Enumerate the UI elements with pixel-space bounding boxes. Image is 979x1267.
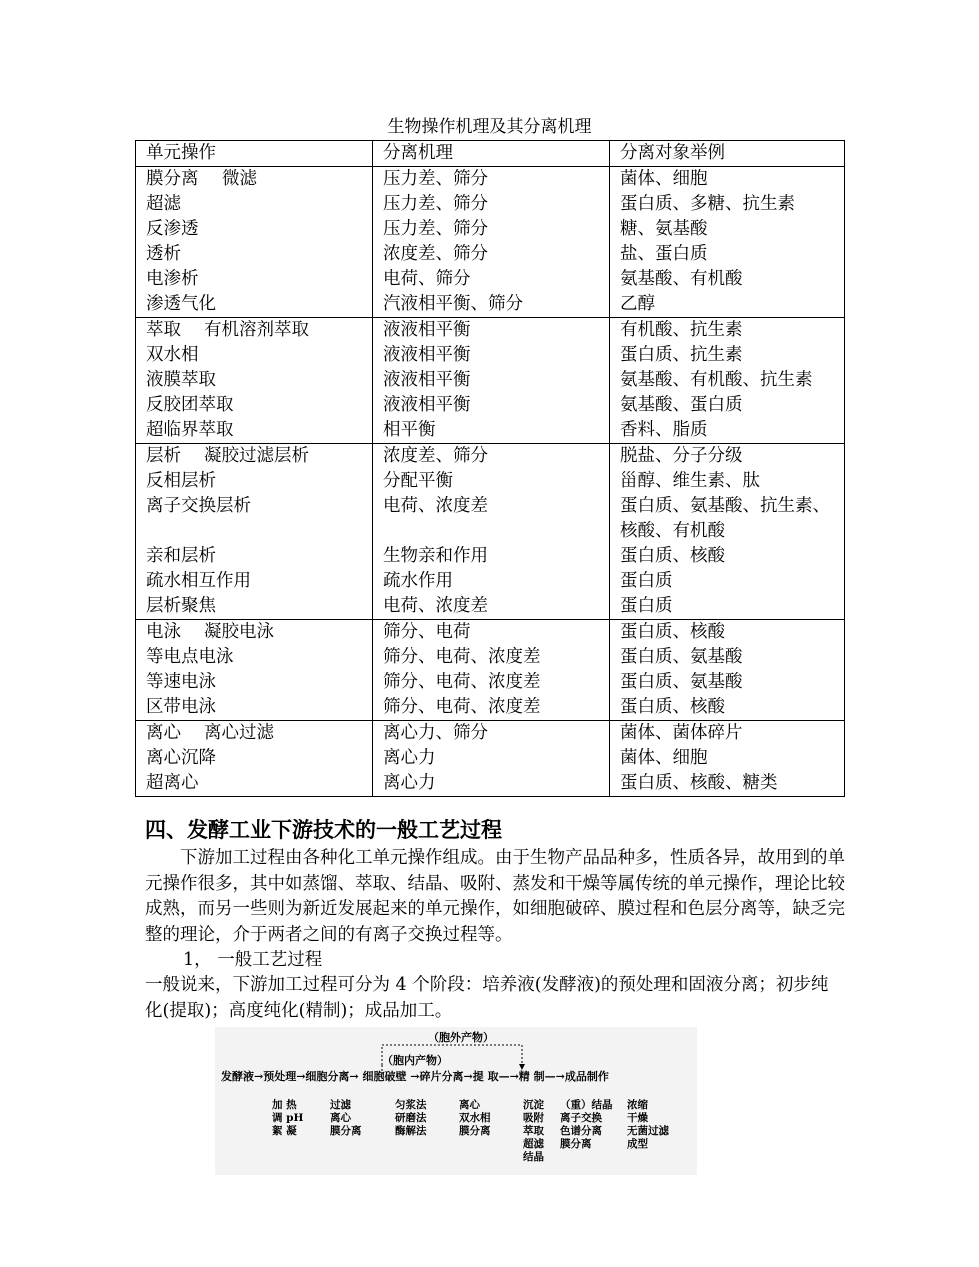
mechanism-cell: 筛分、电荷 bbox=[373, 620, 610, 646]
operation-name: 离心沉降 bbox=[146, 748, 216, 768]
group-name: 层析 bbox=[146, 446, 181, 466]
flow-method-item: 研磨法 bbox=[395, 1112, 427, 1124]
table-row bbox=[136, 318, 845, 344]
flow-method-item: 萃取 bbox=[523, 1125, 544, 1137]
mechanism-cell: 浓度差、筛分 bbox=[373, 242, 610, 267]
mechanism-cell: 液液相平衡 bbox=[373, 368, 610, 393]
operation-cell bbox=[136, 217, 373, 242]
operation-name: 等电点电泳 bbox=[146, 647, 234, 667]
table-row bbox=[136, 343, 845, 368]
flow-method-item: 无菌过滤 bbox=[627, 1125, 669, 1137]
operation-name: 离子交换层析 bbox=[146, 496, 251, 516]
object-cell bbox=[610, 469, 845, 494]
operation-cell bbox=[136, 318, 373, 344]
operation-name: 超临界萃取 bbox=[146, 420, 234, 440]
flow-method-item: 膜分离 bbox=[459, 1125, 491, 1137]
extracellular-label: （胞外产物） bbox=[428, 1031, 494, 1044]
table-row bbox=[136, 771, 845, 797]
operation-cell bbox=[136, 569, 373, 594]
table-row bbox=[136, 695, 845, 721]
object-text: 菌体、细胞 bbox=[620, 748, 708, 768]
object-text: 蛋白质、核酸 bbox=[620, 546, 725, 566]
object-text: 甾醇、维生素、肽 bbox=[620, 471, 760, 491]
object-cell bbox=[610, 393, 845, 418]
table-header-row bbox=[136, 141, 845, 167]
table-row bbox=[136, 242, 845, 267]
object-cell bbox=[610, 418, 845, 444]
object-text: 蛋白质、多糖、抗生素 bbox=[620, 194, 795, 214]
mechanism-cell: 压力差、筛分 bbox=[373, 167, 610, 193]
object-text: 蛋白质、氨基酸 bbox=[620, 672, 743, 692]
flow-method-column bbox=[627, 1099, 669, 1151]
table-row bbox=[136, 594, 845, 620]
object-text: 菌体、细胞 bbox=[620, 169, 708, 189]
object-text: 蛋白质、氨基酸 bbox=[620, 647, 743, 667]
object-text: 氨基酸、蛋白质 bbox=[620, 395, 743, 415]
operation-cell bbox=[136, 444, 373, 470]
operation-name: 超离心 bbox=[146, 773, 199, 793]
mechanism-cell: 生物亲和作用 bbox=[373, 544, 610, 569]
paragraph-1: 下游加工过程由各种化工单元操作组成。由于生物产品品种多，性质各异，故用到的单元操作很多，其中如蒸馏、萃取、结晶、吸附、蒸发和干燥等属传统的单元操作，理论比较成熟，而另一些则为新近发展起来的单元操作，如细胞破碎、膜过程和色层分离等，缺乏完整的理论，介于两者之间的有离子交换过程等。 bbox=[145, 848, 845, 945]
mechanism-cell: 液液相平衡 bbox=[373, 393, 610, 418]
operation-cell bbox=[136, 594, 373, 620]
flow-method-item: 膜分离 bbox=[560, 1138, 592, 1150]
flow-method-item: 离心 bbox=[330, 1112, 351, 1124]
operation-cell bbox=[136, 242, 373, 267]
object-cell bbox=[610, 242, 845, 267]
flow-method-item: 干燥 bbox=[627, 1112, 648, 1124]
object-cell bbox=[610, 645, 845, 670]
operation-cell bbox=[136, 645, 373, 670]
operation-name: 微滤 bbox=[222, 169, 257, 189]
operation-name: 凝胶过滤层析 bbox=[204, 446, 309, 466]
operation-name: 凝胶电泳 bbox=[204, 622, 274, 642]
mechanism-cell: 离心力、筛分 bbox=[373, 721, 610, 747]
group-name: 萃取 bbox=[146, 320, 181, 340]
object-text: 脱盐、分子分级 bbox=[620, 446, 743, 466]
object-cell bbox=[610, 544, 845, 569]
object-cell bbox=[610, 444, 845, 470]
operation-name: 渗透气化 bbox=[146, 294, 216, 314]
object-text: 蛋白质、核酸 bbox=[620, 697, 725, 717]
object-text: 香料、脂质 bbox=[620, 420, 708, 440]
operation-name: 双水相 bbox=[146, 345, 199, 365]
flow-method-item: 离心 bbox=[459, 1099, 480, 1111]
operation-name: 区带电泳 bbox=[146, 697, 216, 717]
object-text: 蛋白质 bbox=[620, 571, 673, 591]
table-row bbox=[136, 167, 845, 193]
object-cell bbox=[610, 167, 845, 193]
mechanism-cell: 汽液相平衡、筛分 bbox=[373, 292, 610, 318]
table-row bbox=[136, 267, 845, 292]
flow-method-item: 超滤 bbox=[523, 1138, 544, 1150]
table-row bbox=[136, 368, 845, 393]
mechanism-cell: 分配平衡 bbox=[373, 469, 610, 494]
mechanism-cell: 离心力 bbox=[373, 771, 610, 797]
object-text: 有机酸、抗生素 bbox=[620, 320, 743, 340]
mechanism-cell: 相平衡 bbox=[373, 418, 610, 444]
flow-method-item: 絮 凝 bbox=[272, 1125, 297, 1137]
operation-name: 液膜萃取 bbox=[146, 370, 216, 390]
object-text: 蛋白质 bbox=[620, 596, 673, 616]
operation-cell bbox=[136, 695, 373, 721]
flow-method-column bbox=[330, 1099, 362, 1138]
operation-name: 反相层析 bbox=[146, 471, 216, 491]
flow-method-item: 双水相 bbox=[459, 1112, 491, 1124]
table-row bbox=[136, 418, 845, 444]
flow-method-item: 成型 bbox=[627, 1138, 648, 1150]
mechanism-cell: 电荷、筛分 bbox=[373, 267, 610, 292]
object-cell bbox=[610, 620, 845, 646]
flow-method-column bbox=[459, 1099, 491, 1138]
section-heading: 四、发酵工业下游技术的一般工艺过程 bbox=[145, 817, 502, 842]
mechanism-cell: 离心力 bbox=[373, 746, 610, 771]
table-row bbox=[136, 746, 845, 771]
operation-name: 超滤 bbox=[146, 194, 181, 214]
mechanism-cell: 筛分、电荷、浓度差 bbox=[373, 645, 610, 670]
flow-method-item: 酶解法 bbox=[395, 1125, 427, 1137]
operation-name: 层析聚焦 bbox=[146, 596, 216, 616]
operation-name: 离心过滤 bbox=[204, 723, 274, 743]
table-row bbox=[136, 569, 845, 594]
group-name: 膜分离 bbox=[146, 169, 199, 189]
table-row bbox=[136, 494, 845, 544]
operation-cell bbox=[136, 670, 373, 695]
flow-method-item: 过滤 bbox=[330, 1099, 351, 1111]
flow-method-item: 吸附 bbox=[523, 1112, 544, 1124]
flow-method-item: 离子交换 bbox=[560, 1112, 602, 1124]
object-cell bbox=[610, 695, 845, 721]
flow-method-item: 沉淀 bbox=[523, 1099, 544, 1111]
group-name: 离心 bbox=[146, 723, 181, 743]
operation-name: 反渗透 bbox=[146, 219, 199, 239]
mechanism-cell: 压力差、筛分 bbox=[373, 192, 610, 217]
operation-cell bbox=[136, 292, 373, 318]
flow-method-item: 调 pH bbox=[272, 1112, 304, 1124]
mechanism-cell: 筛分、电荷、浓度差 bbox=[373, 695, 610, 721]
table-row bbox=[136, 544, 845, 569]
operation-cell bbox=[136, 267, 373, 292]
operation-name: 有机溶剂萃取 bbox=[204, 320, 309, 340]
operation-cell bbox=[136, 469, 373, 494]
flow-method-item: 色谱分离 bbox=[560, 1125, 602, 1137]
table-row bbox=[136, 721, 845, 747]
object-text-continued: 核酸、有机酸 bbox=[620, 521, 725, 541]
mechanism-cell: 压力差、筛分 bbox=[373, 217, 610, 242]
flow-method-column bbox=[395, 1099, 427, 1138]
object-text: 氨基酸、有机酸、抗生素 bbox=[620, 370, 813, 390]
object-cell bbox=[610, 267, 845, 292]
table-row bbox=[136, 192, 845, 217]
operation-cell bbox=[136, 771, 373, 797]
operation-cell bbox=[136, 494, 373, 544]
object-cell bbox=[610, 569, 845, 594]
object-cell bbox=[610, 721, 845, 747]
object-text: 氨基酸、有机酸 bbox=[620, 269, 743, 289]
flow-method-item: 结晶 bbox=[523, 1151, 544, 1163]
separation-table bbox=[135, 140, 845, 797]
mechanism-cell: 电荷、浓度差 bbox=[373, 494, 610, 544]
object-cell bbox=[610, 368, 845, 393]
object-text: 糖、氨基酸 bbox=[620, 219, 708, 239]
object-text: 乙醇 bbox=[620, 294, 655, 314]
table-caption: 生物操作机理及其分离机理 bbox=[387, 117, 592, 137]
paragraph-2: 一般说来，下游加工过程可分为 4 个阶段：培养液(发酵液)的预处理和固液分离；初步纯化(提取)；高度纯化(精制)；成品加工。 bbox=[145, 975, 829, 1021]
operation-cell bbox=[136, 368, 373, 393]
object-cell bbox=[610, 318, 845, 344]
flow-method-column bbox=[523, 1099, 544, 1164]
operation-cell bbox=[136, 343, 373, 368]
flow-method-item: 浓缩 bbox=[627, 1099, 648, 1111]
object-text: 菌体、菌体碎片 bbox=[620, 723, 743, 743]
object-cell bbox=[610, 494, 845, 544]
operation-name: 等速电泳 bbox=[146, 672, 216, 692]
flow-method-item: （重）结晶 bbox=[560, 1099, 613, 1111]
operation-cell bbox=[136, 418, 373, 444]
object-cell bbox=[610, 217, 845, 242]
table-row bbox=[136, 620, 845, 646]
object-cell bbox=[610, 746, 845, 771]
object-cell bbox=[610, 670, 845, 695]
mechanism-cell: 液液相平衡 bbox=[373, 318, 610, 344]
table-row bbox=[136, 292, 845, 318]
table-header-cell: 分离对象举例 bbox=[610, 141, 845, 167]
operation-cell bbox=[136, 544, 373, 569]
operation-cell bbox=[136, 393, 373, 418]
operation-cell bbox=[136, 192, 373, 217]
object-text: 蛋白质、氨基酸、抗生素、 bbox=[620, 496, 830, 516]
operation-cell bbox=[136, 721, 373, 747]
table-row bbox=[136, 469, 845, 494]
operation-cell bbox=[136, 167, 373, 193]
operation-name: 亲和层析 bbox=[146, 546, 216, 566]
object-text: 蛋白质、抗生素 bbox=[620, 345, 743, 365]
list-item-1: 1， 一般工艺过程 bbox=[183, 950, 323, 970]
flow-main-line: 发酵液→预处理→细胞分离→ 细胞破壁 →碎片分离→提 取—→精 制—→成品制作 bbox=[221, 1070, 609, 1083]
table-row bbox=[136, 670, 845, 695]
group-name: 电泳 bbox=[146, 622, 181, 642]
object-cell bbox=[610, 594, 845, 620]
object-cell bbox=[610, 343, 845, 368]
intracellular-label: （胞内产物） bbox=[382, 1054, 448, 1067]
mechanism-cell: 疏水作用 bbox=[373, 569, 610, 594]
operation-name: 疏水相互作用 bbox=[146, 571, 251, 591]
flow-method-item: 膜分离 bbox=[330, 1125, 362, 1137]
flow-method-column bbox=[560, 1099, 613, 1151]
table-header-cell: 单元操作 bbox=[136, 141, 373, 167]
table-row bbox=[136, 645, 845, 670]
object-cell bbox=[610, 771, 845, 797]
table-row bbox=[136, 217, 845, 242]
flow-method-item: 匀浆法 bbox=[395, 1099, 427, 1111]
object-cell bbox=[610, 292, 845, 318]
process-flow-diagram bbox=[215, 1027, 697, 1175]
flow-method-column bbox=[272, 1099, 303, 1138]
mechanism-cell: 浓度差、筛分 bbox=[373, 444, 610, 470]
mechanism-cell: 电荷、浓度差 bbox=[373, 594, 610, 620]
mechanism-cell: 液液相平衡 bbox=[373, 343, 610, 368]
table-row bbox=[136, 393, 845, 418]
operation-name: 反胶团萃取 bbox=[146, 395, 234, 415]
object-cell bbox=[610, 192, 845, 217]
object-text: 蛋白质、核酸、糖类 bbox=[620, 773, 778, 793]
flow-method-item: 加 热 bbox=[272, 1099, 297, 1111]
object-text: 盐、蛋白质 bbox=[620, 244, 708, 264]
object-text: 蛋白质、核酸 bbox=[620, 622, 725, 642]
operation-name: 电渗析 bbox=[146, 269, 199, 289]
mechanism-cell: 筛分、电荷、浓度差 bbox=[373, 670, 610, 695]
table-row bbox=[136, 444, 845, 470]
table-header-cell: 分离机理 bbox=[373, 141, 610, 167]
operation-cell bbox=[136, 620, 373, 646]
operation-name: 透析 bbox=[146, 244, 181, 264]
operation-cell bbox=[136, 746, 373, 771]
